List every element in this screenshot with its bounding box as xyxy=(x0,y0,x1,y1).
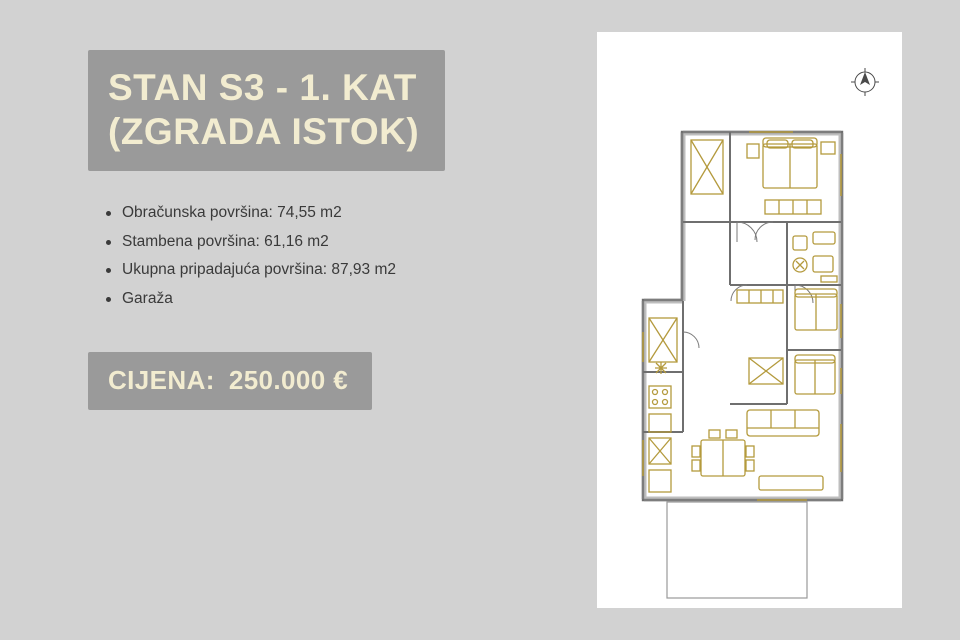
fact-label: Garaža xyxy=(122,289,173,307)
page-title-line-1: STAN S3 - 1. KAT xyxy=(108,67,417,108)
list-item xyxy=(104,234,504,250)
price-badge xyxy=(88,352,372,410)
price-label: CIJENA: xyxy=(108,365,215,395)
fact-label: Ukupna pripadajuća površina: 87,93 m2 xyxy=(122,261,397,278)
price-value: 250.000 € xyxy=(228,365,349,395)
list-item xyxy=(104,205,504,221)
page-title-line-2: (ZGRADA ISTOK) xyxy=(108,110,420,152)
list-item xyxy=(104,291,504,307)
fact-label: Obračunska površina: 74,55 m2 xyxy=(122,204,342,221)
floorplan-card xyxy=(597,32,902,608)
fact-label: Stambena površina: 61,16 m2 xyxy=(122,232,329,250)
list-item xyxy=(104,262,504,278)
floorplan-image xyxy=(597,32,902,608)
property-facts-list xyxy=(104,205,504,319)
title-badge xyxy=(88,50,445,171)
